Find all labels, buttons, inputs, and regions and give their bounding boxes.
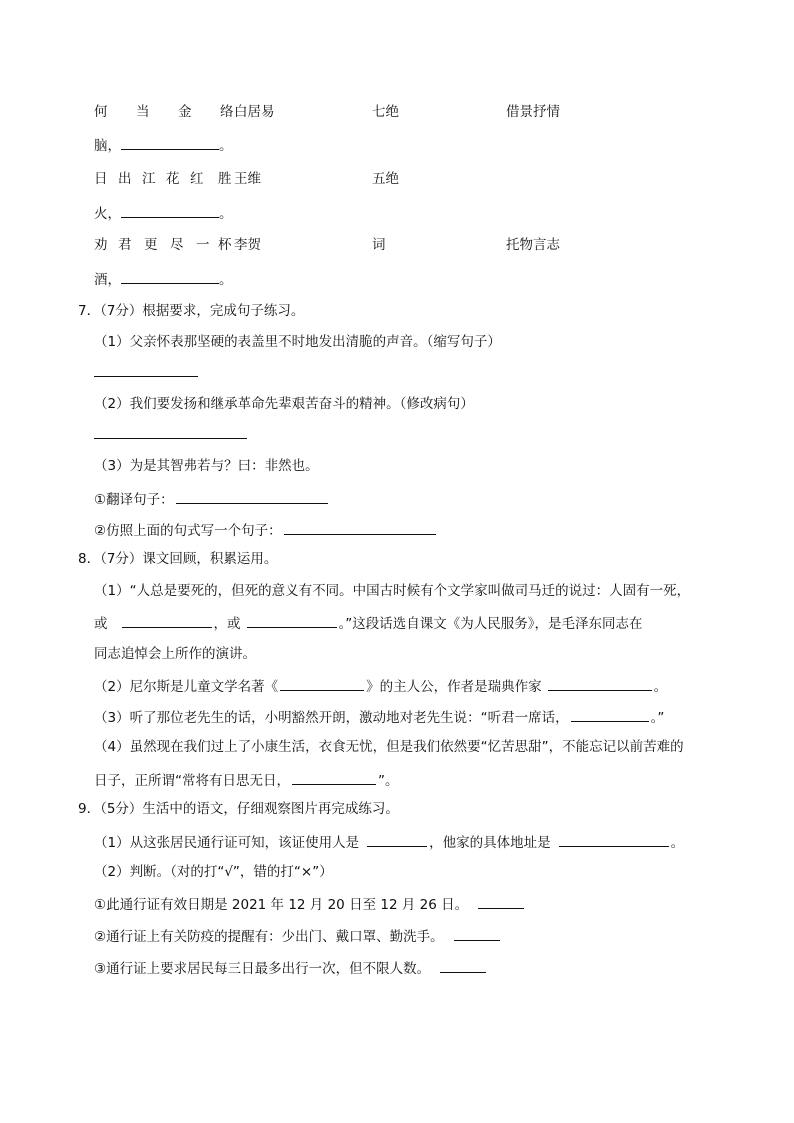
answer-blank[interactable] [280,676,364,691]
answer-blank[interactable] [121,269,219,284]
poem-char: 络 [220,104,234,120]
poem-author: 王维 [234,171,261,187]
poem-continuation: 火， 。 [94,203,233,223]
answer-blank[interactable] [122,613,212,628]
poem-char: 何 [94,104,108,120]
q9-part1: （1）从这张居民通行证可知，该证使用人是 ，他家的具体地址是 。 [94,832,684,852]
q7-part2: （2）我们要发扬和继承革命先辈艰苦奋斗的精神。（修改病句） [94,396,474,412]
answer-blank[interactable] [247,613,337,628]
q8-part1-line1: （1）“人总是要死的，但死的意义有不同。中国古时候有个文学家叫做司马迁的说过：人固有一死， [94,583,691,599]
q9-header: 9．（5分）生活中的语文，仔细观察图片再完成练习。 [78,801,399,817]
q7-part3b: ②仿照上面的句式写一个句子： [94,520,438,540]
poem-char: 出 [118,171,132,187]
poem-char: 金 [178,104,192,120]
poem-continuation: 酒， 。 [94,269,233,289]
answer-blank[interactable] [478,894,524,909]
poem-form: 七绝 [372,104,399,120]
poem-char: 红 [190,171,204,187]
q8-part4-line2: 日子，正所谓“常将有日思无日， ”。 [94,770,399,790]
poem-technique: 借景抒情 [506,104,560,120]
poem-author: 李贺 [234,237,261,253]
poem-char: 劝 [94,237,108,253]
poem-char: 花 [166,171,180,187]
q7-part3a: ①翻译句子： [94,489,330,509]
poem-char: 杯 [218,237,232,253]
answer-line[interactable] [94,438,247,439]
answer-blank[interactable] [571,707,649,722]
answer-blank[interactable] [121,203,219,218]
q7-part1: （1）父亲怀表那坚硬的表盖里不时地发出清脆的声音。（缩写句子） [94,334,501,350]
answer-blank[interactable] [548,676,652,691]
q8-part1-line3: 同志追悼会上所作的演讲。 [94,646,256,662]
q9-judge-3: ③通行证上要求居民每三日最多出行一次，但不限人数。 [94,958,488,978]
q9-judge-2: ②通行证上有关防疫的提醒有：少出门、戴口罩、勤洗手。 [94,926,502,946]
answer-blank[interactable] [292,770,376,785]
poem-char: 当 [136,104,150,120]
q7-part3: （3）为是其智弗若与？曰：非然也。 [94,458,319,474]
q7-header: 7．（7分）根据要求，完成句子练习。 [78,303,305,319]
poem-form: 五绝 [372,171,399,187]
poem-char: 胜 [218,171,232,187]
answer-blank[interactable] [559,832,669,847]
poem-form: 词 [372,237,386,253]
q8-part2: （2）尼尔斯是儿童文学名著《 》的主人公，作者是瑞典作家 。 [94,676,667,696]
poem-char: 江 [142,171,156,187]
answer-line[interactable] [94,376,198,377]
q8-part1-line2: 或 ，或 。”这段话选自课文《为人民服务》，是毛泽东同志在 [94,613,643,633]
q8-header: 8．（7分）课文回顾，积累运用。 [78,551,278,567]
answer-blank[interactable] [121,135,219,150]
q8-part3: （3）听了那位老先生的话，小明豁然开朗，激动地对老先生说：“听君一席话， 。” [94,707,664,727]
poem-char: 尽 [170,237,184,253]
poem-char: 一 [196,237,210,253]
answer-blank[interactable] [284,520,436,535]
poem-technique: 托物言志 [506,237,560,253]
poem-char: 更 [144,237,158,253]
q9-part2: （2）判断。（对的打“√”，错的打“×”） [94,864,333,880]
q8-part4-line1: （4）虽然现在我们过上了小康生活，衣食无忧，但是我们依然要“忆苦思甜”，不能忘记以前苦难的 [94,739,684,755]
poem-author: 白居易 [234,104,275,120]
answer-blank[interactable] [440,958,486,973]
poem-continuation: 脑， 。 [94,135,233,155]
answer-blank[interactable] [454,926,500,941]
q9-judge-1: ①此通行证有效日期是 2021 年 12 月 20 日至 12 月 26 日。 [94,894,526,914]
answer-blank[interactable] [176,489,328,504]
answer-blank[interactable] [367,832,427,847]
poem-char: 君 [118,237,132,253]
poem-char: 日 [94,171,108,187]
